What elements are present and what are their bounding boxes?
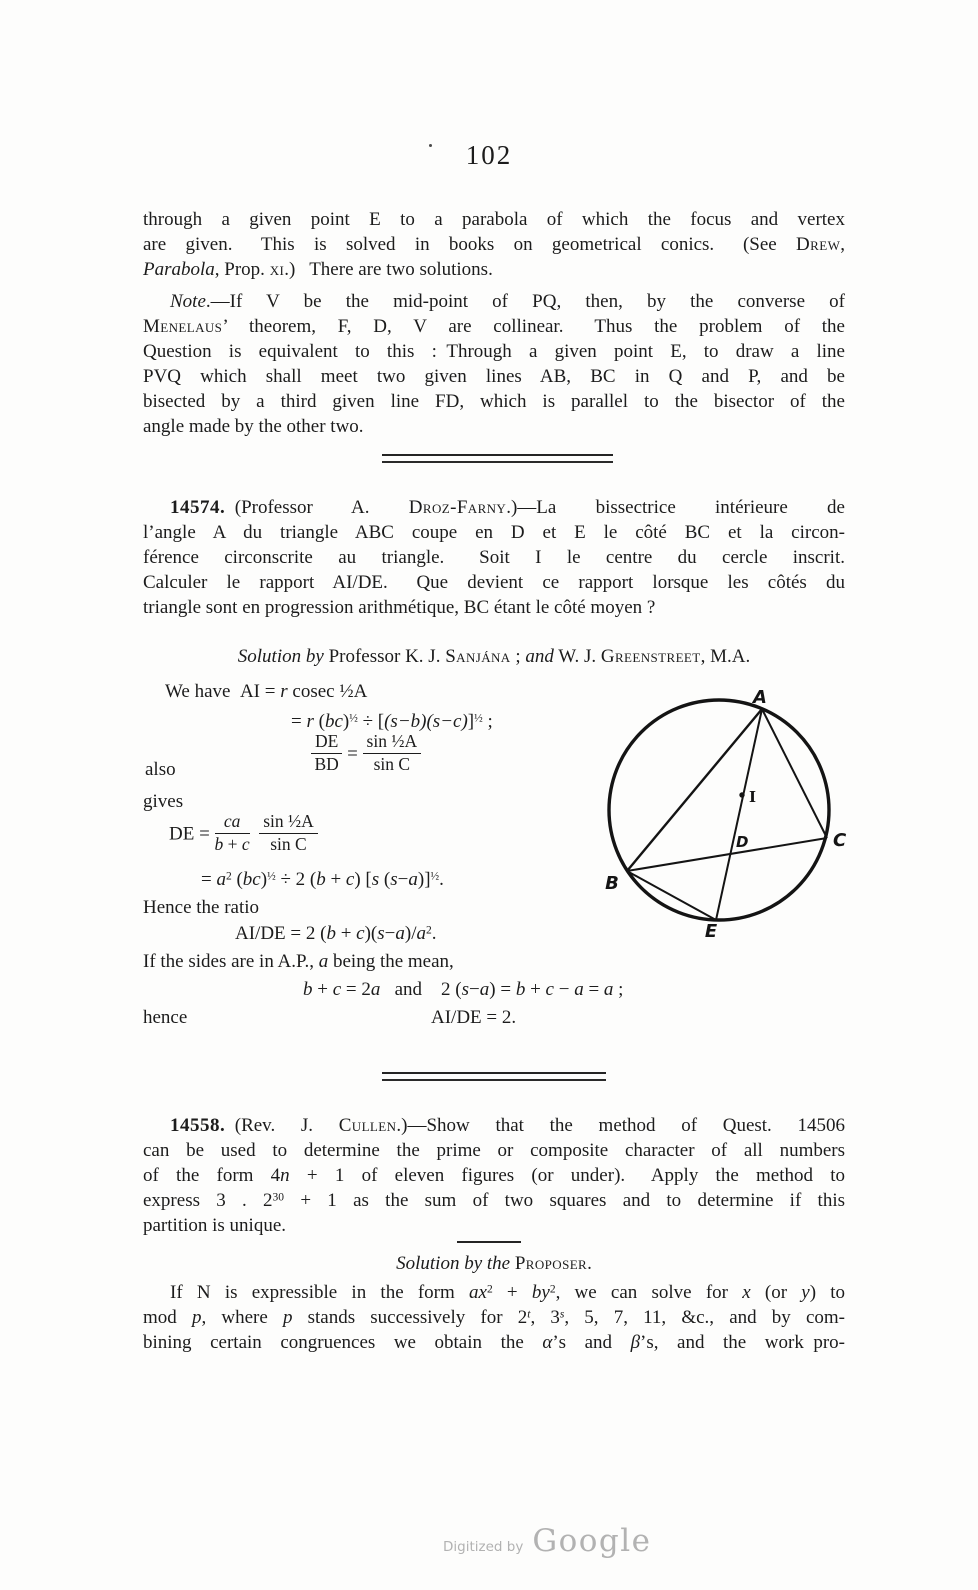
point-label-e: E xyxy=(704,921,718,939)
math-label-also: also xyxy=(145,759,176,780)
vertex-label-c: C xyxy=(833,830,847,851)
text-line: PVQ which shall meet two given lines AB, BC in Q and P, and be xyxy=(143,366,845,387)
text-line: express 3 . $2^{30} + 1$ as the sum of two squares and to determine if this xyxy=(143,1190,846,1211)
page-number: 102 xyxy=(465,140,513,170)
separator-rule-short xyxy=(457,1241,521,1243)
math-label-hence-ratio: Hence the ratio xyxy=(143,897,260,918)
point-label-d: D xyxy=(736,833,749,851)
solution-math-block xyxy=(143,668,845,1040)
bisector-ae xyxy=(716,709,762,920)
math-line-de-expanded: = $a^2$ (bc)$^{\frac{1}{2}}$ ÷ 2 (b + c) [s (s−a)]$^{\frac{1}{2}}$. xyxy=(201,869,444,890)
paragraph-question-14574 xyxy=(143,495,845,620)
text-line: Menelaus’ theorem, F, D, V are collinear. Thus the problem of the xyxy=(143,316,845,337)
text-line: Parabola, Prop. xi.) There are two solutions. xyxy=(143,259,493,280)
paragraph-note xyxy=(143,289,845,439)
incentre-label-i: I xyxy=(749,788,757,806)
solution-byline-14574: Solution by Professor K. J. Sanjána ; and W. J. Greenstreet, M.A. xyxy=(237,646,751,667)
chord-be xyxy=(627,871,716,920)
math-line-if-sides: If the sides are in A.P., a being the mean, xyxy=(143,951,454,972)
watermark-prefix: Digitized by xyxy=(443,1539,524,1555)
text-line: l’angle A du triangle ABC coupe en D et E le côté BC et la circon- xyxy=(143,522,845,543)
math-label-gives: gives xyxy=(143,791,184,812)
math-line-ai: We have AI = r cosec ½A xyxy=(165,681,368,702)
math-line-result: AI/DE = 2. xyxy=(431,1007,517,1028)
paragraph-continuation xyxy=(143,207,845,282)
paragraph-proposer-solution xyxy=(143,1280,845,1355)
vertex-label-b: B xyxy=(605,873,619,894)
text-line: Note.—If V be the mid-point of PQ, then, by the converse of xyxy=(170,291,845,312)
text-line: Calculer le rapport AI/DE. Que devient ce rapport lorsque les côtés du xyxy=(143,572,845,593)
text-line: partition is unique. xyxy=(143,1215,287,1236)
math-line-de: DE = $\frac{ca}{b + c}$ $\frac{\text{sin ½A}}{\text{sin C}}$ xyxy=(169,814,318,856)
circumcircle xyxy=(609,700,829,920)
incentre-dot xyxy=(739,792,744,797)
text-line: triangle sont en progression arithmétique, BC étant le côté moyen ? xyxy=(143,597,656,618)
google-logo-text: Google xyxy=(532,1523,652,1559)
separator-rule-double xyxy=(382,454,613,463)
text-line: of the form 4n + 1 of eleven figures (or under). Apply the method to xyxy=(143,1165,845,1186)
solution-byline-14558: Solution by the Proposer. xyxy=(396,1253,592,1274)
text-line: mod p, where p stands successively for 2$^t$, 3$^s$, 5, 7, 11, &c., and by com- xyxy=(143,1307,845,1328)
text-line: 14558. (Rev. J. Cullen.)—Show that the method of Quest. 14506 xyxy=(170,1115,845,1136)
text-line: bisected by a third given line FD, which is parallel to the bisector of the xyxy=(143,391,845,412)
separator-rule-double xyxy=(382,1072,606,1081)
text-line: férence circonscrite au triangle. Soit I le centre du cercle inscrit. xyxy=(143,547,845,568)
text-line: bining certain congruences we obtain the α’s and β’s, and the work pro- xyxy=(143,1332,845,1353)
digitized-watermark xyxy=(443,1523,652,1559)
math-line-ai-expanded: = r $(bc)^{\frac{1}{2}} \div [(s-b)(s-c)]^{\frac{1}{2}}$ ; xyxy=(291,711,493,732)
text-line: If N is expressible in the form $ax^2 + by^2$, we can solve for x (or y) to xyxy=(170,1282,846,1303)
math-label-hence: hence xyxy=(143,1007,188,1028)
math-line-ratio: AI/DE = 2 $(b + c)(s-a)/a^2$. xyxy=(235,923,437,944)
text-line: 14574. (Professor A. Droz-Farny.)—La bissectrice intérieure de xyxy=(170,497,845,518)
math-line-ap: b + c = 2a and 2 (s−a) = b + c − a = a ; xyxy=(303,979,624,1000)
geometry-figure xyxy=(590,665,848,939)
text-line: can be used to determine the prime or composite character of all numbers xyxy=(143,1140,845,1161)
vertex-label-a: A xyxy=(753,687,767,708)
text-line: Question is equivalent to this : Through a given point E, to draw a line xyxy=(143,341,845,362)
text-line: angle made by the other two. xyxy=(143,416,364,437)
text-line: through a given point E to a parabola of which the focus and vertex xyxy=(143,209,845,230)
text-line: are given. This is solved in books on geometrical conics. (See Drew, xyxy=(143,234,845,255)
paragraph-question-14558 xyxy=(143,1113,845,1238)
math-line-de-bd: $\frac{DE}{BD}$ = $\frac{\text{sin ½A}}{\text{sin C}}$ xyxy=(311,734,421,776)
